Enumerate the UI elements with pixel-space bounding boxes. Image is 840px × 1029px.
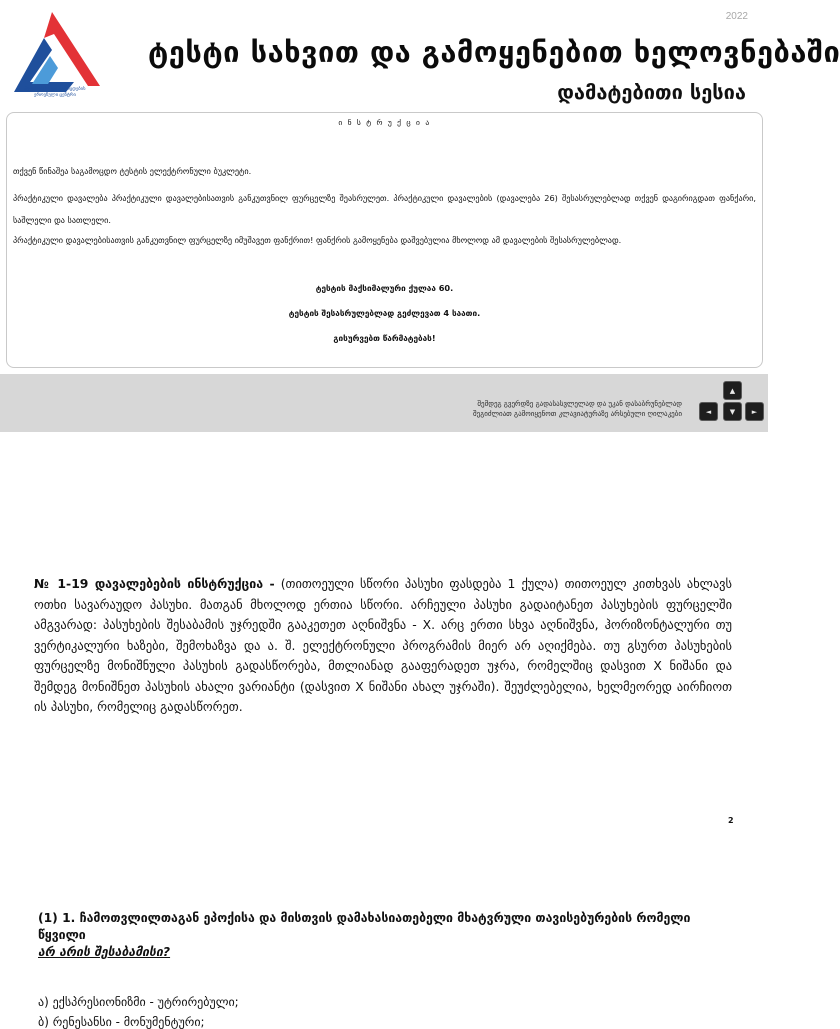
instructions-heading: ი ნ ს ტ რ უ ქ ც ი ა — [338, 118, 431, 127]
tasks-instruction-label: № 1-19 დავალებების ინსტრუქცია - — [34, 576, 275, 591]
page-number: 2 — [728, 816, 734, 825]
arrow-left-key-icon[interactable]: ◄ — [699, 402, 718, 421]
duration-line: ტესტის შესასრულებლად გეძლევათ 4 საათი. — [288, 308, 481, 318]
instructions-box — [6, 112, 763, 368]
year-label: 2022 — [725, 11, 748, 22]
answer-option-a[interactable]: ა) ექსპრესიონიზმი - უტრირებული; — [38, 995, 239, 1009]
navigation-hint: შემდეგ გვერდზე გადასასვლელად და უკან დასაბრუნებლად შეგიძლიათ გამოიყენოთ კლავიატურაზე არსებული ღილაკები — [473, 400, 682, 418]
answer-option-b[interactable]: ბ) რენესანსი - მონუმენტური; — [38, 1015, 205, 1029]
page-title: ტესტი სახვით და გამოყენებით ხელოვნებაში — [148, 35, 840, 69]
good-luck-line: გისურვებთ წარმატებას! — [333, 333, 436, 343]
tasks-instruction — [34, 574, 732, 718]
instructions-paragraph-1: თქვენ წინაშეა საგამოცდო ტესტის ელექტრონული ბუკლეტი. — [13, 166, 252, 176]
question-1 — [38, 910, 738, 961]
tasks-instruction-text: (თითოეული სწორი პასუხი ფასდება 1 ქულა) თითოეულ კითხვას ახლავს ოთხი სავარაუდო პასუხი. მათგან მხოლოდ ერთია სწორი. არჩეული პასუხი გადაიტანეთ პასუხების ფურცელში ამგვარად: პასუხების შესაბამის უჯრედში გააკეთეთ აღნიშვნა - X. არც ერთი სხვა აღნიშვნა, ჰორიზონტალური თუ ვერტიკალური ხაზები, შემოხაზვა და ა. შ. ელექტრონული პროგრამის მიერ არ აღიქმება. თუ გსურთ პასუხების ფურცელზე მონიშნული პასუხის გადასწორება, მთლიანად გააფერადეთ უჯრა, რომელშიც დასვით X ნიშანი და შემდეგ მონიშნეთ პასუხის ახალი ვარიანტი (დასვით X ნიშანი ახალ უჯრაში). შეუძლებელია, ხელმეორედ აირჩიოთ ის პასუხი, რომელიც გადასწორეთ. — [34, 576, 732, 714]
page-subtitle: დამატებითი სესია — [557, 80, 746, 104]
question-1-text: (1) 1. ჩამოთვლილთაგან ეპოქისა და მისთვის დამახასიათებელი მხატვრული თავისებურების რომელი წყვილი — [38, 911, 691, 942]
arrow-down-key-icon[interactable]: ▼ — [723, 402, 742, 421]
instructions-paragraph-3: პრაქტიკული დავალებისათვის განკუთვნილ ფურცელზე იმუშავეთ ფანქრით! ფანქრის გამოყენება დაშვებულია მხოლოდ ამ დავალების შესასრულებლად. — [13, 235, 622, 245]
arrow-right-key-icon[interactable]: ► — [745, 402, 764, 421]
question-1-emphasis: არ არის შესაბამისი? — [38, 945, 171, 959]
max-score-line: ტესტის მაქსიმალური ქულაა 60. — [315, 283, 454, 293]
logo-caption: შეფასებისა და გამოცდების ეროვნული ცენტრი — [24, 87, 86, 98]
arrow-up-key-icon[interactable]: ▲ — [723, 381, 742, 400]
instructions-paragraph-2: პრაქტიკული დავალება პრაქტიკული დავალებისათვის განკუთვნილ ფურცელზე შეასრულეთ. პრაქტიკული დავალების (დავალება 26) შესასრულებლად თქვენ დაგირიგდათ ფანქარი, საშლელი და სათლელი. — [13, 193, 756, 225]
